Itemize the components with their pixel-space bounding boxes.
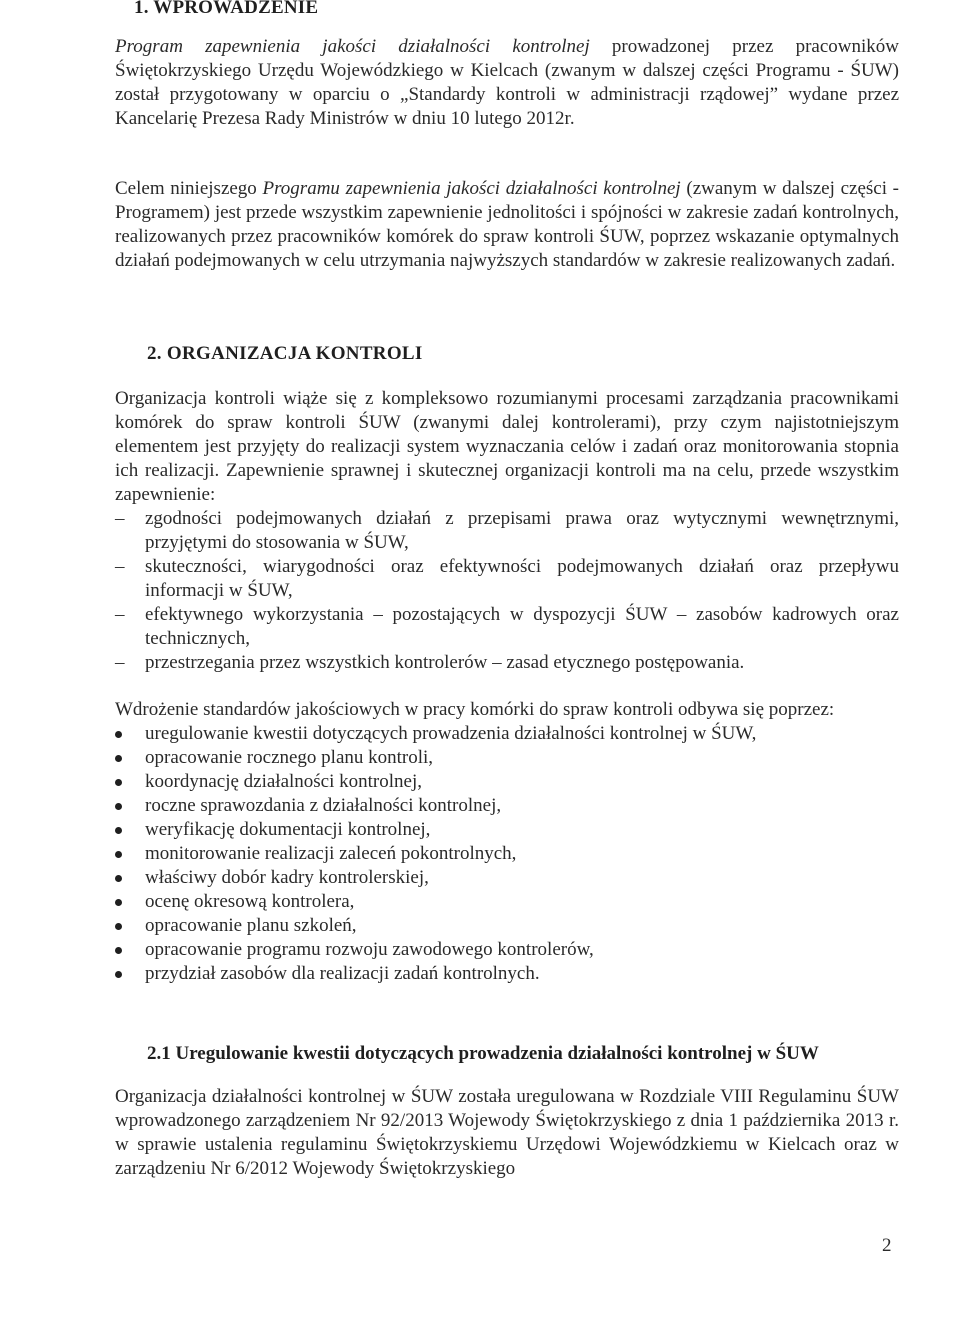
bullet-dot-icon <box>115 899 122 906</box>
bullet-item-text: opracowanie planu szkoleń, <box>145 915 357 936</box>
bullet-item-text: opracowanie rocznego planu kontroli, <box>145 747 434 768</box>
bullet-item-text: opracowanie programu rozwoju zawodowego kontrolerów, <box>145 939 594 960</box>
bullet-dot-icon <box>115 731 122 738</box>
dash-item-text: skuteczności, wiarygodności oraz efektywności podejmowanych działań oraz przepływu informacji w ŚUW, <box>145 556 899 601</box>
dash-item-text: efektywnego wykorzystania – pozostających w dyspozycji ŚUW – zasobów kadrowych oraz technicznych, <box>145 604 899 649</box>
page-number: 2 <box>882 1235 892 1256</box>
section-1-paragraph-1 <box>115 35 899 131</box>
bullet-item-text: uregulowanie kwestii dotyczących prowadzenia działalności kontrolnej w ŚUW, <box>145 723 757 744</box>
dash-list-item <box>115 603 899 651</box>
bullet-dot-icon <box>115 947 122 954</box>
bullet-list-item <box>115 866 899 890</box>
bullet-list-item <box>115 914 899 938</box>
program-title-italic: Program zapewnienia jakości działalności kontrolnej <box>115 36 590 57</box>
bullet-dot-icon <box>115 755 122 762</box>
dash-marker: – <box>115 508 125 529</box>
bullet-dot-icon <box>115 779 122 786</box>
bullet-dot-icon <box>115 827 122 834</box>
bullet-item-text: przydział zasobów dla realizacji zadań kontrolnych. <box>145 963 540 984</box>
bullet-dot-icon <box>115 923 122 930</box>
bullet-list-item <box>115 938 899 962</box>
bullet-dot-icon <box>115 971 122 978</box>
dash-list <box>115 507 899 675</box>
bullet-item-text: monitorowanie realizacji zaleceń pokontrolnych, <box>145 843 517 864</box>
bullet-list <box>115 722 899 986</box>
bullet-list-item <box>115 962 899 986</box>
dash-list-item <box>115 555 899 603</box>
section-2-intro-block <box>115 387 899 675</box>
section-2-intro: Organizacja kontroli wiąże się z kompleksowo rozumianymi procesami zarządzania pracownikami komórek do spraw kontroli ŚUW (zwanymi dalej kontrolerami), przy czym najistotniejszym elementem jest przyjęty do realizacji system wyznaczania celów i zadań oraz monitorowania stopnia ich realizacji. Zapewnienie sprawnej i skutecznej organizacji kontroli ma na celu, przede wszystkim zapewnienie: <box>115 388 899 505</box>
wdrozenie-block <box>115 698 899 986</box>
bullet-list-item <box>115 722 899 746</box>
dash-item-text: zgodności podejmowanych działań z przepisami prawa oraz wytycznymi wewnętrznymi, przyjętymi do stosowania w ŚUW, <box>145 508 899 553</box>
bullet-dot-icon <box>115 875 122 882</box>
section-2-heading: 2. ORGANIZACJA KONTROLI <box>147 343 423 364</box>
bullet-item-text: koordynację działalności kontrolnej, <box>145 771 422 792</box>
bullet-item-text: weryfikację dokumentacji kontrolnej, <box>145 819 431 840</box>
dash-marker: – <box>115 604 125 625</box>
bullet-dot-icon <box>115 851 122 858</box>
bullet-list-item <box>115 746 899 770</box>
dash-marker: – <box>115 652 125 673</box>
section-2-1-paragraph <box>115 1085 899 1181</box>
dash-item-text: przestrzegania przez wszystkich kontrolerów – zasad etycznego postępowania. <box>145 652 745 673</box>
wdrozenie-intro: Wdrożenie standardów jakościowych w pracy komórki do spraw kontroli odbywa się poprzez: <box>115 699 835 720</box>
bullet-list-item <box>115 770 899 794</box>
bullet-item-text: ocenę okresową kontrolera, <box>145 891 355 912</box>
section-1-heading: 1. WPROWADZENIE <box>134 0 319 18</box>
bullet-list-item <box>115 842 899 866</box>
bullet-dot-icon <box>115 803 122 810</box>
bullet-list-item <box>115 890 899 914</box>
bullet-list-item <box>115 818 899 842</box>
bullet-list-item <box>115 794 899 818</box>
section-2-1-heading: 2.1 Uregulowanie kwestii dotyczących prowadzenia działalności kontrolnej w ŚUW <box>147 1043 819 1064</box>
dash-list-item <box>115 507 899 555</box>
program-title-italic: Programu zapewnienia jakości działalności kontrolnej <box>262 178 681 199</box>
paragraph-text-start: Celem niniejszego <box>115 178 263 199</box>
bullet-item-text: roczne sprawozdania z działalności kontrolnej, <box>145 795 502 816</box>
paragraph-text: prowadzonej przez pracowników Świętokrzyskiego Urzędu Wojewódzkiego w Kielcach (zwanym w dalszej części Programu - ŚUW) został przygotowany w oparciu o „Standardy kontroli w administracji rządowej” wydane przez Kancelarię Prezesa Rady Ministrów w dniu 10 lutego 2012r. <box>115 36 899 129</box>
dash-list-item <box>115 651 899 675</box>
dash-marker: – <box>115 556 125 577</box>
paragraph-text: (zwanym w dalszej części - Programem) jest przede wszystkim zapewnienie jednolitości i spójności w zakresie zadań kontrolnych, realizowanych przez pracowników komórek do spraw kontroli ŚUW, poprzez wskazanie optymalnych działań podejmowanych w celu utrzymania najwyższych standardów w zakresie realizowanych zadań. <box>115 178 899 271</box>
bullet-item-text: właściwy dobór kadry kontrolerskiej, <box>145 867 429 888</box>
section-2-1-text: Organizacja działalności kontrolnej w ŚUW została uregulowana w Rozdziale VIII Regulaminu ŚUW wprowadzonego zarządzeniem Nr 92/2013 Wojewody Świętokrzyskiego z dnia 1 października 2013 r. w sprawie ustalenia regulaminu Świętokrzyskiemu Urzędowi Wojewódzkiemu w Kielcach oraz w zarządzeniu Nr 6/2012 Wojewody Świętokrzyskiego <box>115 1086 899 1179</box>
section-1-paragraph-2 <box>115 177 899 273</box>
